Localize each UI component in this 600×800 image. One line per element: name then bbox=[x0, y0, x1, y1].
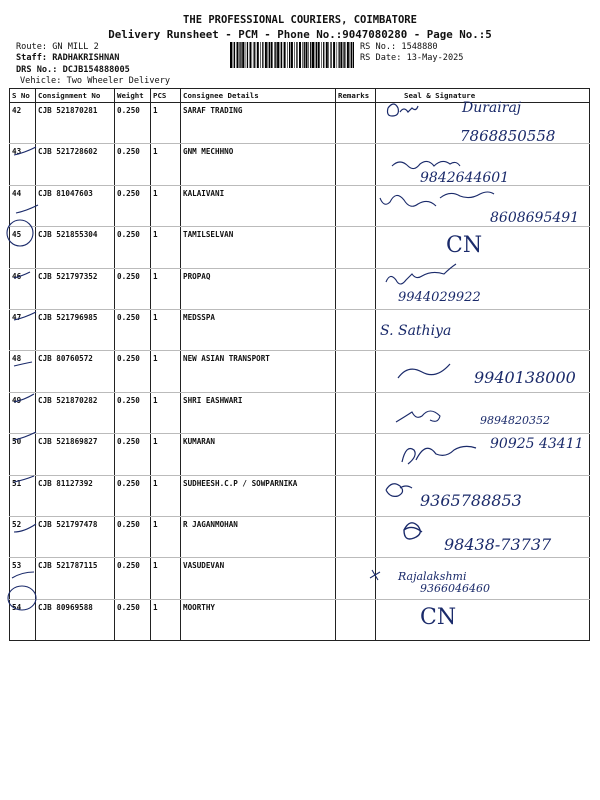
cell-consignment: CJB 521797352 bbox=[36, 268, 115, 309]
cell-consignment: CJB 521855304 bbox=[36, 227, 115, 268]
barcode-bar bbox=[280, 42, 281, 68]
page-subtitle: Delivery Runsheet - PCM - Phone No.:9047080280 - Page No.:5 bbox=[108, 28, 492, 41]
cell-sno: 50 bbox=[10, 434, 36, 475]
barcode-bar bbox=[262, 42, 263, 68]
cell-remarks bbox=[336, 392, 376, 433]
cell-remarks bbox=[336, 268, 376, 309]
col-signature: Seal & Signature bbox=[376, 89, 590, 103]
barcode-bar bbox=[302, 42, 303, 68]
barcode-bar bbox=[237, 42, 239, 68]
cell-pcs: 1 bbox=[151, 475, 181, 516]
table-header-row bbox=[10, 89, 590, 103]
cell-consignee: MEDSSPA bbox=[181, 309, 336, 350]
cell-consignment: CJB 521870281 bbox=[36, 103, 115, 144]
barcode-bar bbox=[304, 42, 305, 68]
barcode-bar bbox=[321, 42, 322, 68]
barcode-bar bbox=[245, 42, 246, 68]
cell-consignment: CJB 81127392 bbox=[36, 475, 115, 516]
cell-consignee: R JAGANMOHAN bbox=[181, 516, 336, 557]
barcode-bar bbox=[284, 42, 286, 68]
table-row bbox=[10, 268, 590, 309]
cell-sno: 49 bbox=[10, 392, 36, 433]
table-row bbox=[10, 144, 590, 185]
barcode-bar bbox=[330, 42, 331, 68]
hw-r45-mark: CN bbox=[446, 233, 483, 258]
cell-remarks bbox=[336, 185, 376, 226]
table-row bbox=[10, 103, 590, 144]
barcode-bar bbox=[240, 42, 241, 68]
barcode-bar bbox=[230, 42, 232, 68]
table-row bbox=[10, 227, 590, 268]
cell-sno: 48 bbox=[10, 351, 36, 392]
barcode-bar bbox=[340, 42, 342, 68]
cell-weight: 0.250 bbox=[115, 309, 151, 350]
barcode-bar bbox=[294, 42, 295, 68]
table-row bbox=[10, 516, 590, 557]
cell-consignee: VASUDEVAN bbox=[181, 558, 336, 599]
cell-consignee: SHRI EASHWARI bbox=[181, 392, 336, 433]
cell-sno: 51 bbox=[10, 475, 36, 516]
rs-number: RS No.: 1548880 bbox=[360, 42, 438, 52]
hw-r54-mark: CN bbox=[420, 605, 457, 630]
barcode-bar bbox=[328, 42, 329, 68]
cell-remarks bbox=[336, 558, 376, 599]
cell-pcs: 1 bbox=[151, 558, 181, 599]
barcode-bar bbox=[306, 42, 308, 68]
barcode-bar bbox=[260, 42, 261, 68]
col-consignee: Consignee Details bbox=[181, 89, 336, 103]
barcode-bar bbox=[242, 42, 244, 68]
barcode-bar bbox=[296, 42, 297, 68]
barcode-bar bbox=[353, 42, 354, 68]
barcode-bar bbox=[281, 42, 282, 68]
barcode bbox=[230, 42, 354, 68]
cell-weight: 0.250 bbox=[115, 434, 151, 475]
cell-weight: 0.250 bbox=[115, 185, 151, 226]
hw-r42-phone: 7868850558 bbox=[460, 127, 556, 145]
barcode-bar bbox=[351, 42, 352, 68]
col-sno: S No bbox=[10, 89, 36, 103]
cell-pcs: 1 bbox=[151, 434, 181, 475]
cell-consignee: TAMILSELVAN bbox=[181, 227, 336, 268]
cell-consignee: NEW ASIAN TRANSPORT bbox=[181, 351, 336, 392]
cell-remarks bbox=[336, 599, 376, 640]
cell-sno: 45 bbox=[10, 227, 36, 268]
cell-signature bbox=[376, 516, 590, 557]
barcode-bar bbox=[299, 42, 301, 68]
cell-remarks bbox=[336, 351, 376, 392]
table-row bbox=[10, 599, 590, 640]
barcode-bar bbox=[289, 42, 290, 68]
cell-signature bbox=[376, 185, 590, 226]
cell-signature bbox=[376, 268, 590, 309]
table-row bbox=[10, 392, 590, 433]
hw-r48-phone: 9940138000 bbox=[474, 368, 576, 387]
hw-r53-name: Rajalakshmi bbox=[398, 570, 467, 583]
col-weight: Weight bbox=[115, 89, 151, 103]
cell-signature bbox=[376, 227, 590, 268]
cell-weight: 0.250 bbox=[115, 144, 151, 185]
cell-consignment: CJB 521797478 bbox=[36, 516, 115, 557]
barcode-bar bbox=[350, 42, 351, 68]
cell-signature bbox=[376, 475, 590, 516]
barcode-bar bbox=[333, 42, 335, 68]
hw-r51-phone: 9365788853 bbox=[420, 491, 522, 510]
barcode-bar bbox=[326, 42, 328, 68]
cell-signature bbox=[376, 309, 590, 350]
cell-sno: 54 bbox=[10, 599, 36, 640]
cell-weight: 0.250 bbox=[115, 103, 151, 144]
cell-signature bbox=[376, 103, 590, 144]
barcode-bar bbox=[265, 42, 267, 68]
barcode-bar bbox=[253, 42, 254, 68]
barcode-bar bbox=[275, 42, 276, 68]
cell-pcs: 1 bbox=[151, 599, 181, 640]
cell-signature bbox=[376, 558, 590, 599]
barcode-bar bbox=[239, 42, 240, 68]
cell-consignee: MOORTHY bbox=[181, 599, 336, 640]
cell-remarks bbox=[336, 434, 376, 475]
cell-remarks bbox=[336, 144, 376, 185]
barcode-bar bbox=[274, 42, 275, 68]
hw-r49-phone: 9894820352 bbox=[480, 414, 550, 427]
cell-remarks bbox=[336, 309, 376, 350]
cell-pcs: 1 bbox=[151, 268, 181, 309]
cell-consignment: CJB 521787115 bbox=[36, 558, 115, 599]
hw-r46-phone: 9944029922 bbox=[398, 290, 481, 305]
table-row bbox=[10, 351, 590, 392]
barcode-bar bbox=[343, 42, 344, 68]
barcode-bar bbox=[271, 42, 273, 68]
cell-weight: 0.250 bbox=[115, 558, 151, 599]
cell-consignment: CJB 80969588 bbox=[36, 599, 115, 640]
barcode-bar bbox=[344, 42, 345, 68]
cell-signature bbox=[376, 599, 590, 640]
barcode-bar bbox=[233, 42, 234, 68]
cell-consignee: KUMARAN bbox=[181, 434, 336, 475]
cell-remarks bbox=[336, 475, 376, 516]
barcode-bar bbox=[269, 42, 270, 68]
barcode-bar bbox=[308, 42, 309, 68]
hw-r44-phone: 8608695491 bbox=[490, 210, 580, 226]
hw-r42-name: Durairaj bbox=[462, 100, 522, 116]
cell-weight: 0.250 bbox=[115, 392, 151, 433]
cell-sno: 52 bbox=[10, 516, 36, 557]
table-row bbox=[10, 434, 590, 475]
page-title: THE PROFESSIONAL COURIERS, COIMBATORE bbox=[183, 14, 417, 26]
barcode-bar bbox=[315, 42, 316, 68]
staff-label: Staff: RADHAKRISHNAN bbox=[16, 53, 120, 63]
cell-consignment: CJB 81047603 bbox=[36, 185, 115, 226]
cell-pcs: 1 bbox=[151, 103, 181, 144]
hw-r52-phone: 98438-73737 bbox=[444, 535, 552, 554]
barcode-bar bbox=[234, 42, 235, 68]
barcode-bar bbox=[312, 42, 314, 68]
barcode-bar bbox=[323, 42, 324, 68]
barcode-bar bbox=[316, 42, 317, 68]
cell-sno: 43 bbox=[10, 144, 36, 185]
cell-consignee: SARAF TRADING bbox=[181, 103, 336, 144]
cell-consignment: CJB 521796985 bbox=[36, 309, 115, 350]
barcode-bar bbox=[287, 42, 288, 68]
cell-weight: 0.250 bbox=[115, 599, 151, 640]
cell-sno: 44 bbox=[10, 185, 36, 226]
barcode-bar bbox=[247, 42, 248, 68]
cell-consignment: CJB 80760572 bbox=[36, 351, 115, 392]
col-remarks: Remarks bbox=[336, 89, 376, 103]
table-row bbox=[10, 475, 590, 516]
route-label: Route: GN MILL 2 bbox=[16, 42, 99, 52]
cell-weight: 0.250 bbox=[115, 516, 151, 557]
cell-pcs: 1 bbox=[151, 227, 181, 268]
cell-pcs: 1 bbox=[151, 144, 181, 185]
barcode-bar bbox=[310, 42, 311, 68]
hw-r47-name: S. Sathiya bbox=[380, 323, 452, 339]
rs-date: RS Date: 13-May-2025 bbox=[360, 53, 464, 63]
cell-sno: 47 bbox=[10, 309, 36, 350]
hw-r50-phone: 90925 43411 bbox=[490, 436, 584, 452]
cell-pcs: 1 bbox=[151, 309, 181, 350]
table-row bbox=[10, 185, 590, 226]
barcode-bar bbox=[339, 42, 340, 68]
hw-r43-phone: 9842644601 bbox=[420, 170, 510, 186]
barcode-bar bbox=[318, 42, 320, 68]
cell-consignment: CJB 521728602 bbox=[36, 144, 115, 185]
drs-label: DRS No.: DCJB154888005 bbox=[16, 65, 130, 75]
table-row bbox=[10, 309, 590, 350]
cell-consignment: CJB 521869827 bbox=[36, 434, 115, 475]
cell-weight: 0.250 bbox=[115, 475, 151, 516]
barcode-bar bbox=[277, 42, 279, 68]
runsheet-table bbox=[9, 88, 590, 641]
cell-consignee: KALAIVANI bbox=[181, 185, 336, 226]
cell-pcs: 1 bbox=[151, 392, 181, 433]
cell-consignment: CJB 521870282 bbox=[36, 392, 115, 433]
cell-consignee: PROPAQ bbox=[181, 268, 336, 309]
cell-sno: 46 bbox=[10, 268, 36, 309]
barcode-bar bbox=[254, 42, 255, 68]
barcode-bar bbox=[250, 42, 252, 68]
barcode-bar bbox=[337, 42, 338, 68]
hw-r53-phone: 9366046460 bbox=[420, 582, 490, 595]
cell-pcs: 1 bbox=[151, 351, 181, 392]
cell-signature bbox=[376, 392, 590, 433]
cell-weight: 0.250 bbox=[115, 351, 151, 392]
cell-remarks bbox=[336, 103, 376, 144]
table-row bbox=[10, 558, 590, 599]
barcode-bar bbox=[268, 42, 269, 68]
barcode-bar bbox=[291, 42, 293, 68]
cell-consignee: SUDHEESH.C.P / SOWPARNIKA bbox=[181, 475, 336, 516]
cell-signature bbox=[376, 351, 590, 392]
cell-signature bbox=[376, 434, 590, 475]
cell-remarks bbox=[336, 516, 376, 557]
cell-sno: 53 bbox=[10, 558, 36, 599]
cell-remarks bbox=[336, 227, 376, 268]
barcode-bar bbox=[347, 42, 349, 68]
vehicle-label: Vehicle: Two Wheeler Delivery bbox=[20, 76, 171, 86]
cell-sno: 42 bbox=[10, 103, 36, 144]
cell-pcs: 1 bbox=[151, 516, 181, 557]
cell-signature bbox=[376, 144, 590, 185]
col-consignment: Consignment No bbox=[36, 89, 115, 103]
barcode-bar bbox=[257, 42, 259, 68]
cell-pcs: 1 bbox=[151, 185, 181, 226]
cell-weight: 0.250 bbox=[115, 227, 151, 268]
cell-consignee: GNM MECHHNO bbox=[181, 144, 336, 185]
col-pcs: PCS bbox=[151, 89, 181, 103]
cell-weight: 0.250 bbox=[115, 268, 151, 309]
